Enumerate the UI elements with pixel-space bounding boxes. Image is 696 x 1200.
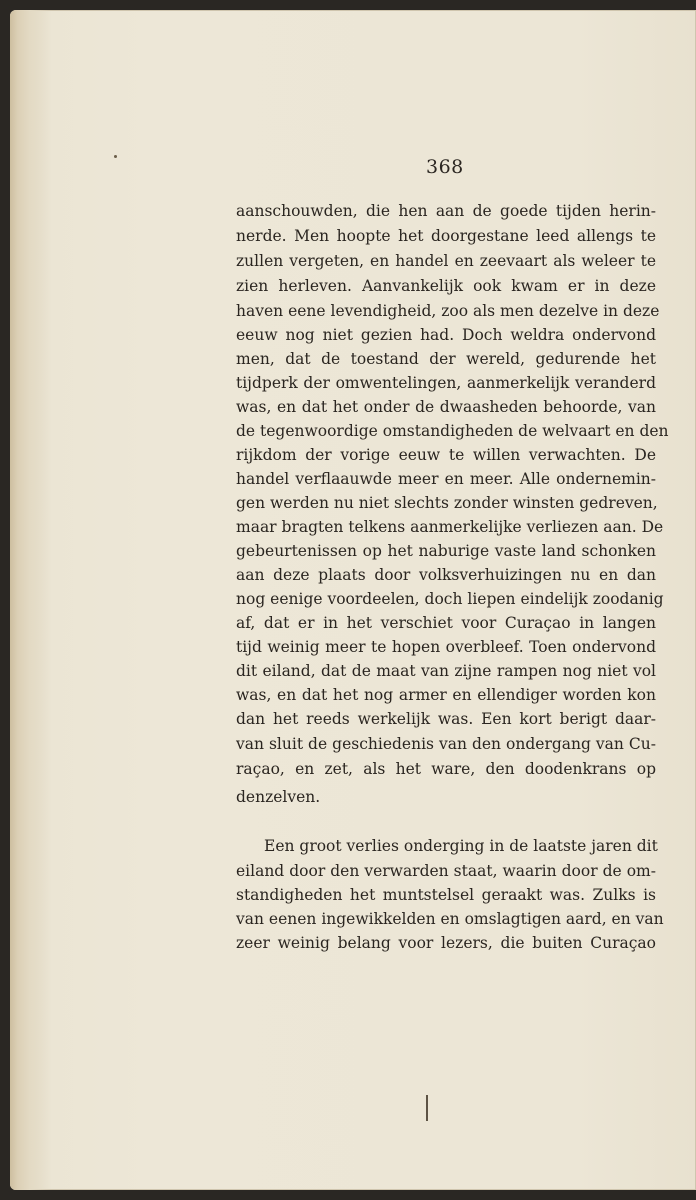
text-line: men, dat de toestand der wereld, gedurende het [236, 350, 656, 368]
text-line: raçao, en zet, als het ware, den doodenkrans op [236, 760, 656, 778]
text-line: aan deze plaats door volksverhuizingen nu en dan [236, 566, 656, 584]
text-line: zullen vergeten, en handel en zeevaart als weleer te [236, 252, 656, 270]
text-line: af, dat er in het verschiet voor Curaçao in langen [236, 614, 656, 632]
page-gutter-shadow [10, 10, 52, 1190]
text-line: tijd weinig meer te hopen overbleef. Toen ondervond [236, 638, 656, 656]
text-line: eiland door den verwarden staat, waarin door de om- [236, 862, 656, 880]
text-line: zeer weinig belang voor lezers, die buiten Curaçao [236, 934, 656, 952]
text-line: handel verflaauwde meer en meer. Alle ondernemin- [236, 470, 656, 488]
text-line: maar bragten telkens aanmerkelijke verliezen aan. De [236, 518, 664, 536]
text-line: standigheden het muntstelsel geraakt was. Zulks is [236, 886, 656, 904]
text-line: dit eiland, dat de maat van zijne rampen nog niet vol [236, 662, 656, 680]
text-line: dan het reeds werkelijk was. Een kort berigt daar- [236, 710, 656, 728]
page-number: 368 [426, 156, 464, 178]
text-line: tijdperk der omwentelingen, aanmerkelijk veranderd [236, 374, 656, 392]
text-line: was, en dat het nog armer en ellendiger worden kon [236, 686, 656, 704]
text-line: de tegenwoordige omstandigheden de welvaart en den [236, 422, 669, 440]
text-line: nerde. Men hoopte het doorgestane leed allengs te [236, 227, 656, 245]
text-line: haven eene levendigheid, zoo als men dezelve in deze [236, 302, 660, 320]
text-line: van eenen ingewikkelden en omslagtigen aard, en van [236, 910, 664, 928]
text-line: was, en dat het onder de dwaasheden behoorde, van [236, 398, 656, 416]
text-line: gebeurtenissen op het naburige vaste land schonken [236, 542, 656, 560]
text-line: aanschouwden, die hen aan de goede tijden herin- [236, 202, 656, 220]
foxing-spot [114, 155, 117, 158]
text-line: zien herleven. Aanvankelijk ook kwam er in deze [236, 277, 656, 295]
text-line: denzelven. [236, 788, 321, 806]
text-line: van sluit de geschiedenis van den ondergang van Cu- [236, 735, 656, 753]
text-line: nog eenige voordeelen, doch liepen eindelijk zoodanig [236, 590, 664, 608]
text-line: Een groot verlies onderging in de laatste jaren dit [264, 837, 658, 855]
paper-mark [426, 1095, 428, 1121]
text-line: eeuw nog niet gezien had. Doch weldra ondervond [236, 326, 656, 344]
text-line: rijkdom der vorige eeuw te willen verwachten. De [236, 446, 656, 464]
text-line: gen werden nu niet slechts zonder winsten gedreven, [236, 494, 658, 512]
